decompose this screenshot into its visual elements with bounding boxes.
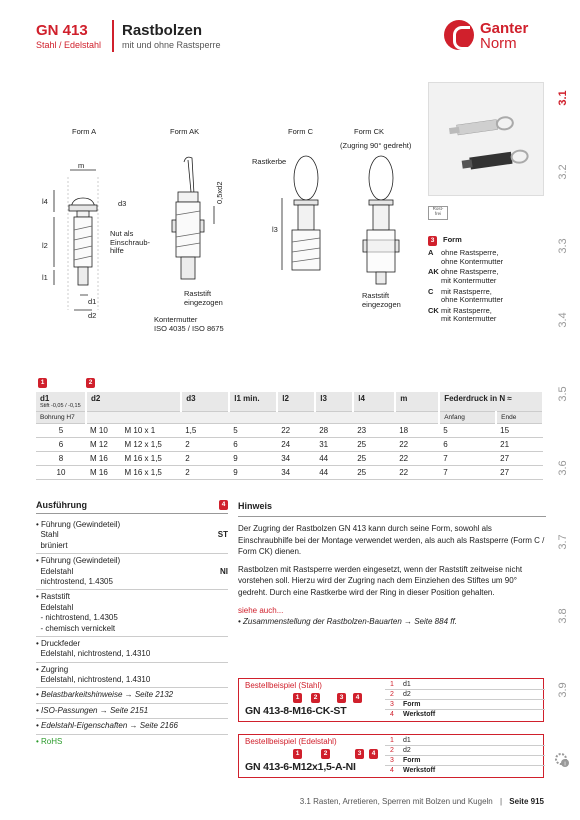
table-cell: 27 [496, 466, 543, 480]
table-cell: 25 [353, 438, 395, 452]
form-key: C [428, 286, 434, 296]
col-d1: d1 Stift -0,05 / -0,15 [36, 392, 86, 412]
table-cell: 34 [277, 466, 315, 480]
ausfuehrung-section [36, 500, 228, 749]
chapter-tab-3-1[interactable]: 3.1 [557, 90, 569, 106]
badge-1: 1 [38, 378, 47, 388]
table-cell: 28 [315, 424, 353, 438]
order-badge-2: 2 [321, 749, 330, 759]
table-cell: 7 [439, 466, 496, 480]
order-badge-4: 4 [369, 749, 378, 759]
order-badge-1: 1 [293, 693, 302, 703]
raststift-label-1: Raststift eingezogen [184, 289, 223, 307]
form-desc: ohne Rastsperre, ohne Kontermutter [441, 248, 504, 266]
logo-text-norm: Norm [480, 35, 517, 52]
col-d1-bohrung: Bohrung H7 [36, 412, 86, 424]
link-belastbarkeit[interactable]: • Belastbarkeitshinweise → Seite 2132 [36, 688, 228, 703]
page-subtitle: mit und ohne Rastsperre [122, 40, 221, 50]
form-desc: mit Rastsperre, ohne Kontermutter [441, 286, 504, 305]
dim-d2: d2 [88, 311, 97, 320]
table-cell: 22 [395, 452, 439, 466]
table-cell: 8 [36, 452, 86, 466]
ausfuehrung-item [36, 637, 228, 663]
dim-l3: l3 [272, 225, 278, 234]
form-desc: ohne Rastsperre, mit Kontermutter [441, 267, 499, 285]
kontermutter-label: Kontermutter ISO 4035 / ISO 8675 [154, 315, 224, 333]
ausfuehrung-item [36, 663, 228, 689]
table-cell: 1,5 [181, 424, 229, 438]
table-cell: M 16 x 1,5 [121, 466, 182, 480]
dim-d1: d1 [88, 297, 97, 306]
table-cell: 7 [439, 452, 496, 466]
order-label: Bestellbeispiel (Stahl) [245, 681, 322, 690]
logo-mark-icon [444, 20, 474, 50]
dim-l2: l2 [42, 241, 48, 250]
col-d1-sub: Stift -0,05 / -0,15 [40, 403, 81, 409]
badge-2: 2 [86, 378, 95, 388]
chapter-tab-3-2[interactable]: 3.2 [557, 164, 569, 180]
ausfuehrung-code: ST [217, 530, 228, 540]
form-desc: mit Rastsperre, mit Kontermutter [441, 305, 497, 324]
nut-label: Nut als Einschraub- hilfe [110, 229, 151, 256]
ausfuehrung-item [36, 518, 228, 554]
table-row [36, 438, 543, 452]
table-cell: 2 [181, 452, 229, 466]
table-cell: 6 [439, 438, 496, 452]
chapter-tab-3-4[interactable]: 3.4 [557, 312, 569, 328]
table-row [36, 452, 543, 466]
ganter-norm-logo [444, 20, 544, 60]
col-l1: l1 min. [229, 392, 277, 412]
chapter-tab-3-7[interactable]: 3.7 [557, 534, 569, 550]
order-keys: 1 d1 2 d2 3 Form 4 Werkstoff [385, 680, 545, 720]
col-m: m [395, 392, 439, 412]
ausfuehrung-text: • Raststift Edelstahl - nichtrostend, 1.4305 - chemisch vernickelt [36, 592, 118, 633]
link-iso-passungen[interactable]: • ISO-Passungen → Seite 2151 [36, 704, 228, 719]
dim-l1: l1 [42, 273, 48, 282]
table-cell: M 16 [86, 452, 121, 466]
table-cell: 21 [496, 438, 543, 452]
table-cell: 2 [181, 438, 229, 452]
chapter-tab-3-9[interactable]: 3.9 [557, 682, 569, 698]
table-cell: 24 [277, 438, 315, 452]
form-key: AK [428, 267, 439, 277]
footer-chapter: 3.1 Rasten, Arretieren, Sperren mit Bolzen und Kugeln [299, 797, 493, 806]
col-l4: l4 [353, 392, 395, 412]
svg-text:i: i [564, 761, 566, 768]
order-badge-1: 1 [293, 749, 302, 759]
badge-3: 3 [428, 236, 437, 246]
table-cell: 25 [353, 452, 395, 466]
ausfuehrung-text: • Führung (Gewindeteil) Stahl brüniert [36, 520, 121, 550]
hinweis-paragraph-2: Rastbolzen mit Rastsperre werden eingesetzt, wenn der Raststift zeitweise nicht vorstehen soll. Hierzu wird der Zugring nach dem Einziehen des Stiftes um 90° gedreht. Durch eine Rastkerbe wird der Ring in dieser Position gehalten. [238, 564, 523, 598]
page-footer [300, 797, 544, 806]
table-cell: 31 [315, 438, 353, 452]
col-anfang: Anfang [439, 412, 496, 424]
table-row [36, 466, 543, 480]
hinweis-paragraph-1: Der Zugring der Rastbolzen GN 413 kann durch seine Form, sowohl als Einschraubhilfe bei der Montage verwendet werden, als auch als Rastsperre (Form C / Form CK) dienen. [238, 524, 545, 557]
col-federdruck: Federdruck in N ≈ [439, 392, 543, 412]
table-cell: 23 [353, 424, 395, 438]
table-cell: 22 [395, 438, 439, 452]
page-title: Rastbolzen [122, 22, 203, 39]
order-badge-2: 2 [311, 693, 320, 703]
table-cell: 5 [229, 424, 277, 438]
dim-m: m [78, 161, 85, 170]
table-cell: M 10 [86, 424, 121, 438]
col-d3: d3 [181, 392, 229, 412]
order-example-steel [238, 678, 544, 722]
form-legend-title: Form [443, 235, 462, 244]
ausfuehrung-text: • Führung (Gewindeteil) Edelstahl nichtrostend, 1.4305 [36, 556, 121, 586]
table-cell: 18 [395, 424, 439, 438]
table-cell: 27 [496, 452, 543, 466]
rastkerbe-label: Rastkerbe [252, 157, 287, 166]
dim-d3: d3 [118, 199, 127, 208]
badge-4: 4 [219, 500, 228, 510]
table-cell: 10 [36, 466, 86, 480]
table-cell: M 16 x 1,5 [121, 452, 182, 466]
rostfrei-icon: Rost- frei [428, 206, 448, 220]
ausfuehrung-text: • Zugring Edelstahl, nichtrostend, 1.4310 [36, 664, 151, 685]
chapter-tab-3-8[interactable]: 3.8 [557, 608, 569, 624]
table-cell: 9 [229, 466, 277, 480]
ausfuehrung-title: Ausführung [36, 500, 87, 510]
ausfuehrung-item [36, 554, 228, 590]
col-l2: l2 [277, 392, 315, 412]
table-cell: 22 [395, 466, 439, 480]
drawing-svg [36, 120, 426, 360]
order-badge-3: 3 [355, 749, 364, 759]
product-photo [428, 82, 544, 196]
col-l3: l3 [315, 392, 353, 412]
table-cell: 6 [229, 438, 277, 452]
table-cell: 2 [181, 466, 229, 480]
table-cell: M 12 [86, 438, 121, 452]
dim-05xd2: 0,5xd2 [215, 181, 224, 204]
form-a-label: Form A [72, 127, 97, 136]
dim-l4: l4 [42, 197, 48, 206]
table-cell: 22 [277, 424, 315, 438]
gear-info-icon [554, 752, 570, 768]
chapter-tab-3-5[interactable]: 3.5 [557, 386, 569, 402]
product-material: Stahl / Edelstahl [36, 40, 102, 50]
table-cell: 6 [36, 438, 86, 452]
hinweis-title: Hinweis [238, 500, 546, 517]
chapter-tab-3-3[interactable]: 3.3 [557, 238, 569, 254]
dimension-table [36, 392, 544, 480]
footer-separator: | [499, 797, 503, 806]
form-legend [428, 236, 558, 326]
table-cell: 25 [353, 466, 395, 480]
chapter-nav [550, 88, 574, 708]
col-ende: Ende [496, 412, 543, 424]
col-d2: d2 [86, 392, 181, 412]
table-cell: M 12 x 1,5 [121, 438, 182, 452]
logo-text-ganter: Ganter [480, 20, 529, 37]
order-example-stainless [238, 734, 544, 778]
table-cell: 44 [315, 466, 353, 480]
form-ck-label: Form CK [354, 127, 384, 136]
order-code: GN 413-6-M12x1,5-A-NI [245, 761, 356, 773]
form-ak-label: Form AK [170, 127, 200, 136]
order-badge-4: 4 [353, 693, 362, 703]
order-keys: 1 d1 2 d2 3 Form 4 Werkstoff [385, 736, 545, 776]
order-code: GN 413-8-M16-CK-ST [245, 705, 347, 717]
table-cell: M 10 x 1 [121, 424, 182, 438]
table-cell: M 16 [86, 466, 121, 480]
ausfuehrung-item [36, 590, 228, 637]
chapter-tab-3-6[interactable]: 3.6 [557, 460, 569, 476]
ausfuehrung-code: NI [220, 566, 228, 576]
table-cell: 5 [36, 424, 86, 438]
form-ck-note: (Zugring 90° gedreht) [340, 141, 412, 150]
rohs-label: • RoHS [36, 736, 63, 746]
technical-drawing [36, 120, 426, 360]
order-badge-3: 3 [337, 693, 346, 703]
link-rastbolzen-bauarten[interactable]: • Zusammenstellung der Rastbolzen-Bauarten → Seite 884 ff. [238, 617, 457, 627]
raststift-label-2: Raststift eingezogen [362, 291, 401, 309]
table-cell: 5 [439, 424, 496, 438]
product-code: GN 413 [36, 22, 88, 39]
form-c-label: Form C [288, 127, 313, 136]
form-key: CK [428, 305, 439, 315]
link-edelstahl[interactable]: • Edelstahl-Eigenschaften → Seite 2166 [36, 719, 228, 734]
header-divider [112, 20, 114, 52]
table-cell: 44 [315, 452, 353, 466]
hinweis-section [238, 500, 546, 628]
order-label: Bestellbeispiel (Edelstahl) [245, 737, 337, 746]
table-cell: 9 [229, 452, 277, 466]
table-cell: 15 [496, 424, 543, 438]
table-row [36, 424, 543, 438]
ausfuehrung-text: • Druckfeder Edelstahl, nichtrostend, 1.4310 [36, 638, 151, 659]
product-photo-art [429, 83, 545, 197]
see-also-label: siehe auch... [238, 605, 284, 615]
table-cell: 34 [277, 452, 315, 466]
page-number: Seite 915 [509, 797, 544, 806]
form-key: A [428, 248, 434, 257]
